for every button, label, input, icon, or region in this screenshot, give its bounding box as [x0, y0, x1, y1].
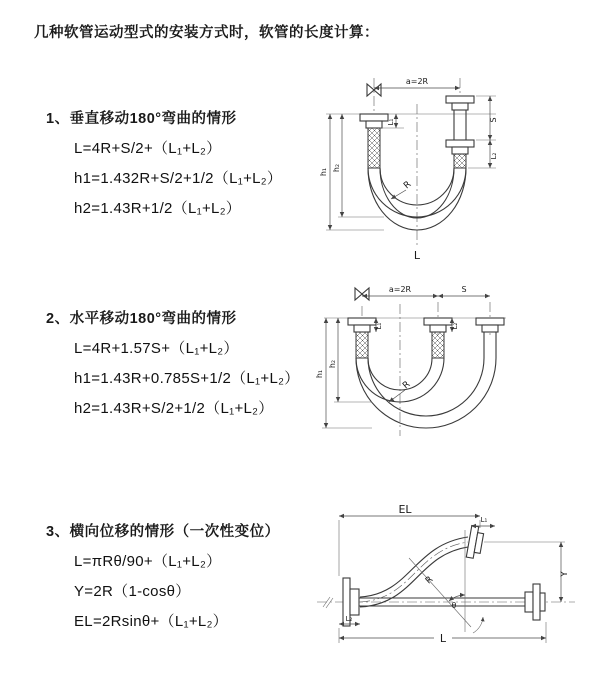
dimension-l	[339, 622, 546, 645]
dim-label-span: a=2R	[388, 285, 412, 294]
formula-3-3: EL=2Rsinθ+（L₁+L₂）	[74, 613, 228, 630]
dimension-a2r	[374, 77, 460, 88]
dim-label-l-total: L	[439, 632, 447, 645]
dim-label-r: R	[423, 574, 436, 587]
dimension-l2-fitting	[490, 140, 498, 168]
dim-label-l-total: L	[413, 249, 421, 262]
dim-label-l1: L₁	[480, 516, 488, 524]
dim-label-l1: L₁	[387, 118, 395, 126]
dim-label-h2: h₂	[332, 163, 341, 173]
right-pipe	[446, 96, 474, 168]
dim-label-s: S	[489, 117, 498, 123]
break-mark	[323, 597, 333, 608]
section-2-formulas	[74, 334, 308, 424]
formula-1-3: h2=1.43R+1/2（L₁+L₂）	[74, 200, 242, 217]
dimension-a2r	[362, 285, 438, 296]
formula-2-2: h1=1.43R+0.785S+1/2（L₁+L₂）	[74, 370, 300, 387]
dimension-l1-fitting	[471, 516, 495, 526]
formula-1-1: L=4R+S/2+（L₁+L₂）	[74, 140, 222, 157]
dimension-s-stroke	[438, 285, 490, 296]
section-1-formulas	[74, 134, 308, 224]
hose-s-curve	[360, 537, 468, 607]
dim-label-l1: L₁	[375, 322, 383, 330]
section-2-heading: 2、水平移动180°弯曲的情形	[46, 311, 237, 327]
diagram-horizontal-bend	[310, 278, 590, 463]
dimension-l2-fitting	[451, 318, 459, 332]
dim-label-h1: h₁	[319, 167, 328, 177]
dim-label-theta: θ	[451, 601, 457, 610]
dim-label-r: R	[401, 379, 413, 392]
dim-label-h1: h₁	[315, 369, 324, 379]
formula-2-1: L=4R+1.57S+（L₁+L₂）	[74, 340, 239, 357]
dim-label-l2: L₂	[345, 615, 353, 623]
section-1-heading: 1、垂直移动180°弯曲的情形	[46, 111, 237, 127]
dim-label-l2: L₂	[490, 152, 498, 160]
dim-label-r: R	[402, 179, 414, 192]
left-pipe	[360, 114, 388, 168]
formula-3-2: Y=2R（1-cosθ）	[74, 583, 191, 600]
formula-2-3: h2=1.43R+S/2+1/2（L₁+L₂）	[74, 400, 274, 417]
dim-label-y: Y	[560, 571, 570, 577]
dim-label-span: a=2R	[405, 77, 429, 86]
dim-label-s: S	[461, 285, 467, 294]
section-3	[46, 520, 308, 637]
moved-pipe	[476, 318, 504, 358]
dim-label-h2: h₂	[328, 359, 337, 369]
right-flange	[525, 584, 545, 620]
radius-leader	[391, 180, 413, 199]
section-3-heading: 3、横向位移的情形（一次性变位）	[46, 524, 280, 540]
diagram-lateral-displacement	[303, 502, 598, 659]
displaced-flange	[466, 526, 484, 560]
middle-pipe	[424, 318, 452, 358]
page-title: 几种软管运动型式的安装方式时，软管的长度计算：	[34, 25, 379, 41]
diagram-vertical-bend	[312, 68, 590, 270]
hose-u-bends	[356, 358, 496, 428]
dim-label-l2: L₂	[451, 322, 459, 330]
dimension-el	[339, 503, 480, 576]
section-3-formulas	[74, 547, 308, 637]
formula-1-2: h1=1.432R+S/2+1/2（L₁+L₂）	[74, 170, 283, 187]
valve-icon	[355, 288, 369, 300]
radius-leader	[389, 380, 412, 402]
dimension-l1-fitting	[375, 318, 383, 332]
left-pipe	[348, 318, 376, 358]
formula-3-1: L=πRθ/90+（L₁+L₂）	[74, 553, 222, 570]
dimension-l2-fitting	[339, 615, 360, 624]
section-1	[46, 107, 308, 224]
section-2	[46, 307, 308, 424]
dim-label-el: EL	[398, 503, 412, 516]
